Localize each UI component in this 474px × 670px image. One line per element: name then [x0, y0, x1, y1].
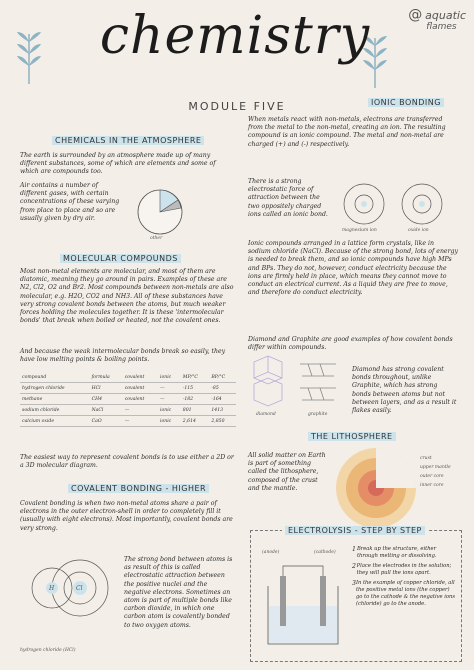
table-header-cell: covalent: [123, 372, 158, 383]
table-cell: calcium oxide: [20, 416, 90, 427]
diamond-intro: Diamond and Graphite are good examples of how covalent bonds differ within compounds.: [248, 336, 453, 352]
layer-label: crust: [420, 456, 432, 461]
layer-label: upper mantle: [420, 465, 451, 470]
layer-label: outer core: [420, 474, 444, 479]
table-cell: —: [123, 416, 158, 427]
table-row: [20, 394, 236, 405]
ionic-p1: When metals react with non-metals, electrons are transferred from the metal to the non-metal, creating an ion. The resulting compound is an ionic compound. The metal and non-metal are charged (+) and (-) respectively.: [248, 116, 446, 148]
earth-layers-diagram: [334, 446, 418, 534]
ionic-diagram: [338, 180, 448, 234]
atmosphere-p1: The earth is surrounded by an atmosphere made up of many different substances, some of which are elements and some of which are compounds too.: [20, 152, 216, 176]
magnesium-label: magnesium ion: [342, 228, 377, 233]
step-number: 2: [352, 563, 356, 570]
earth-layer-labels: [420, 456, 468, 488]
step-text: Break up the structure, either through melting or dissolving.: [356, 546, 437, 559]
list-item: [352, 580, 456, 608]
handle-line1: aquatic: [425, 9, 466, 22]
layer-label: inner core: [420, 483, 444, 488]
table-cell: CH4: [90, 394, 123, 405]
lithosphere-heading: THE LITHOSPHERE: [308, 432, 396, 441]
table-cell: ionic: [158, 416, 181, 427]
table-cell: NaCl: [90, 405, 123, 416]
diamond-p1: Diamond has strong covalent bonds throughout, unlike Graphite, which has strong bonds between atoms but not between layers, and as a result it flakes easily.: [352, 366, 457, 415]
table-header-cell: formula: [90, 372, 123, 383]
table-header-row: [20, 372, 236, 383]
table-row: [20, 383, 236, 394]
table-cell: ionic: [158, 405, 181, 416]
molecular-heading: MOLECULAR COMPOUNDS: [60, 254, 181, 263]
step-text: In the example of copper chloride, all the positive metal ions (the copper) go to the cathode & the negative ions (chloride) go to the anode.: [355, 580, 456, 607]
table-cell: covalent: [123, 383, 158, 394]
atmosphere-p2: Air contains a number of different gases, with certain concentrations of these varying from place to place and so are usually given by dry air.: [20, 182, 120, 222]
handle-symbol: @: [408, 7, 423, 23]
covalent-p2: The strong bond between atoms is as result of this is called electrostatic attraction between the positive nuclei and the negative electrons. Sometimes an atom is part of multiple bonds like carbon dioxide, in which one carbon atom is covalently bonded to two oxygen atoms.: [124, 556, 233, 629]
electrolysis-heading: ELECTROLYSIS - STEP BY STEP: [282, 526, 428, 535]
oxide-label: oxide ion: [408, 228, 429, 233]
electrolysis-steps: [352, 546, 456, 608]
electrolysis-diagram: [258, 546, 348, 654]
step-number: 3: [352, 580, 356, 587]
table-cell: —: [123, 405, 158, 416]
table-row: [20, 416, 236, 427]
ionic-p3: Ionic compounds arranged in a lattice form crystals, like in sodium chloride (NaCl). Because of the strong bond, lots of energy is needed to break them, and so ionic compounds have high MPs and BPs. They do not, however, conduct electricity because the ions are firmly held in place, which means they cannot move to conduct an electrical current. As a liquid they are free to move, and therefore do conduct electricity.: [248, 240, 459, 297]
atom-label-cl: Cl: [76, 585, 83, 592]
table-header-cell: compound: [20, 372, 90, 383]
table-cell: HCl: [90, 383, 123, 394]
list-item: [352, 563, 456, 577]
atmosphere-pie-chart: [130, 184, 190, 248]
table-cell: -164: [209, 394, 236, 405]
step-text: Place the electrodes in the solution; they will pull the ions apart.: [356, 563, 452, 576]
diamond-graphite-diagram: [248, 354, 340, 417]
page-title: chemistry: [99, 6, 371, 66]
table-header-cell: BP/°C: [209, 372, 236, 383]
table-header-cell: MP/°C: [181, 372, 210, 383]
table-cell: hydrogen chloride: [20, 383, 90, 394]
table-header-cell: ionic: [158, 372, 181, 383]
table-cell: 2,614: [181, 416, 210, 427]
melting-points-table: [20, 372, 236, 427]
table-cell: -115: [181, 383, 210, 394]
table-cell: sodium chloride: [20, 405, 90, 416]
molecular-p1: Most non-metal elements are molecular, and most of them are diatomic, meaning they go around in pairs. Examples of these are N2, Cl2, O2 and Br2. Most compounds between non-metals are also molecular, e.g. H2O, CO2 and NH3. All of these substances have very strong covalent bonds between the atoms, but much weaker forces holding the molecules together. It is these 'intermolecular bonds' that break when boiled or heated, not the covalent ones.: [20, 268, 234, 325]
atom-label-h: H: [49, 585, 55, 592]
diamond-label: diamond: [256, 412, 276, 417]
author-handle: [408, 7, 466, 32]
table-cell: 2,850: [209, 416, 236, 427]
table-cell: —: [158, 383, 181, 394]
ionic-p2: There is a strong electrostatic force of attraction between the two oppositely charged ions called an ionic bond.: [248, 178, 328, 218]
table-cell: 801: [181, 405, 210, 416]
table-cell: CaO: [90, 416, 123, 427]
hcl-label: hydrogen chloride (HCl): [20, 648, 76, 653]
lithosphere-p1: All solid matter on Earth is part of something called the lithosphere, composed of the crust and the mantle.: [248, 452, 326, 492]
list-item: [352, 546, 456, 560]
table-cell: —: [158, 394, 181, 405]
table-cell: -85: [209, 383, 236, 394]
molecular-p2: And because the weak intermolecular bonds break so easily, they have low melting points & boiling points.: [20, 348, 226, 364]
graphite-label: graphite: [308, 412, 328, 417]
atmosphere-heading: CHEMICALS IN THE ATMOSPHERE: [52, 136, 204, 145]
covalent-heading: COVALENT BONDING - HIGHER: [68, 484, 209, 493]
handle-line2: flames: [426, 22, 457, 32]
ionic-heading: IONIC BONDING: [368, 98, 444, 107]
table-row: [20, 405, 236, 416]
hcl-diagram: [18, 548, 118, 653]
table-cell: 1413: [209, 405, 236, 416]
cathode-label: (cathode): [314, 550, 336, 555]
anode-label: (anode): [262, 550, 280, 555]
table-cell: covalent: [123, 394, 158, 405]
molecular-p3: The easiest way to represent covalent bonds is to use either a 2D or a 3D molecular diagram.: [20, 454, 234, 470]
step-number: 1: [352, 546, 356, 553]
pie-label: other: [150, 236, 163, 241]
table-cell: methane: [20, 394, 90, 405]
covalent-p1: Covalent bonding is when two non-metal atoms share a pair of electrons in the outer electron-shell in order to completely fill it (usually with eight electrons). Most importantly, covalent bonds are very strong.: [20, 500, 233, 532]
module-subtitle: MODULE FIVE: [188, 100, 286, 113]
table-cell: -182: [181, 394, 210, 405]
leaf-icon-left: [14, 30, 44, 90]
